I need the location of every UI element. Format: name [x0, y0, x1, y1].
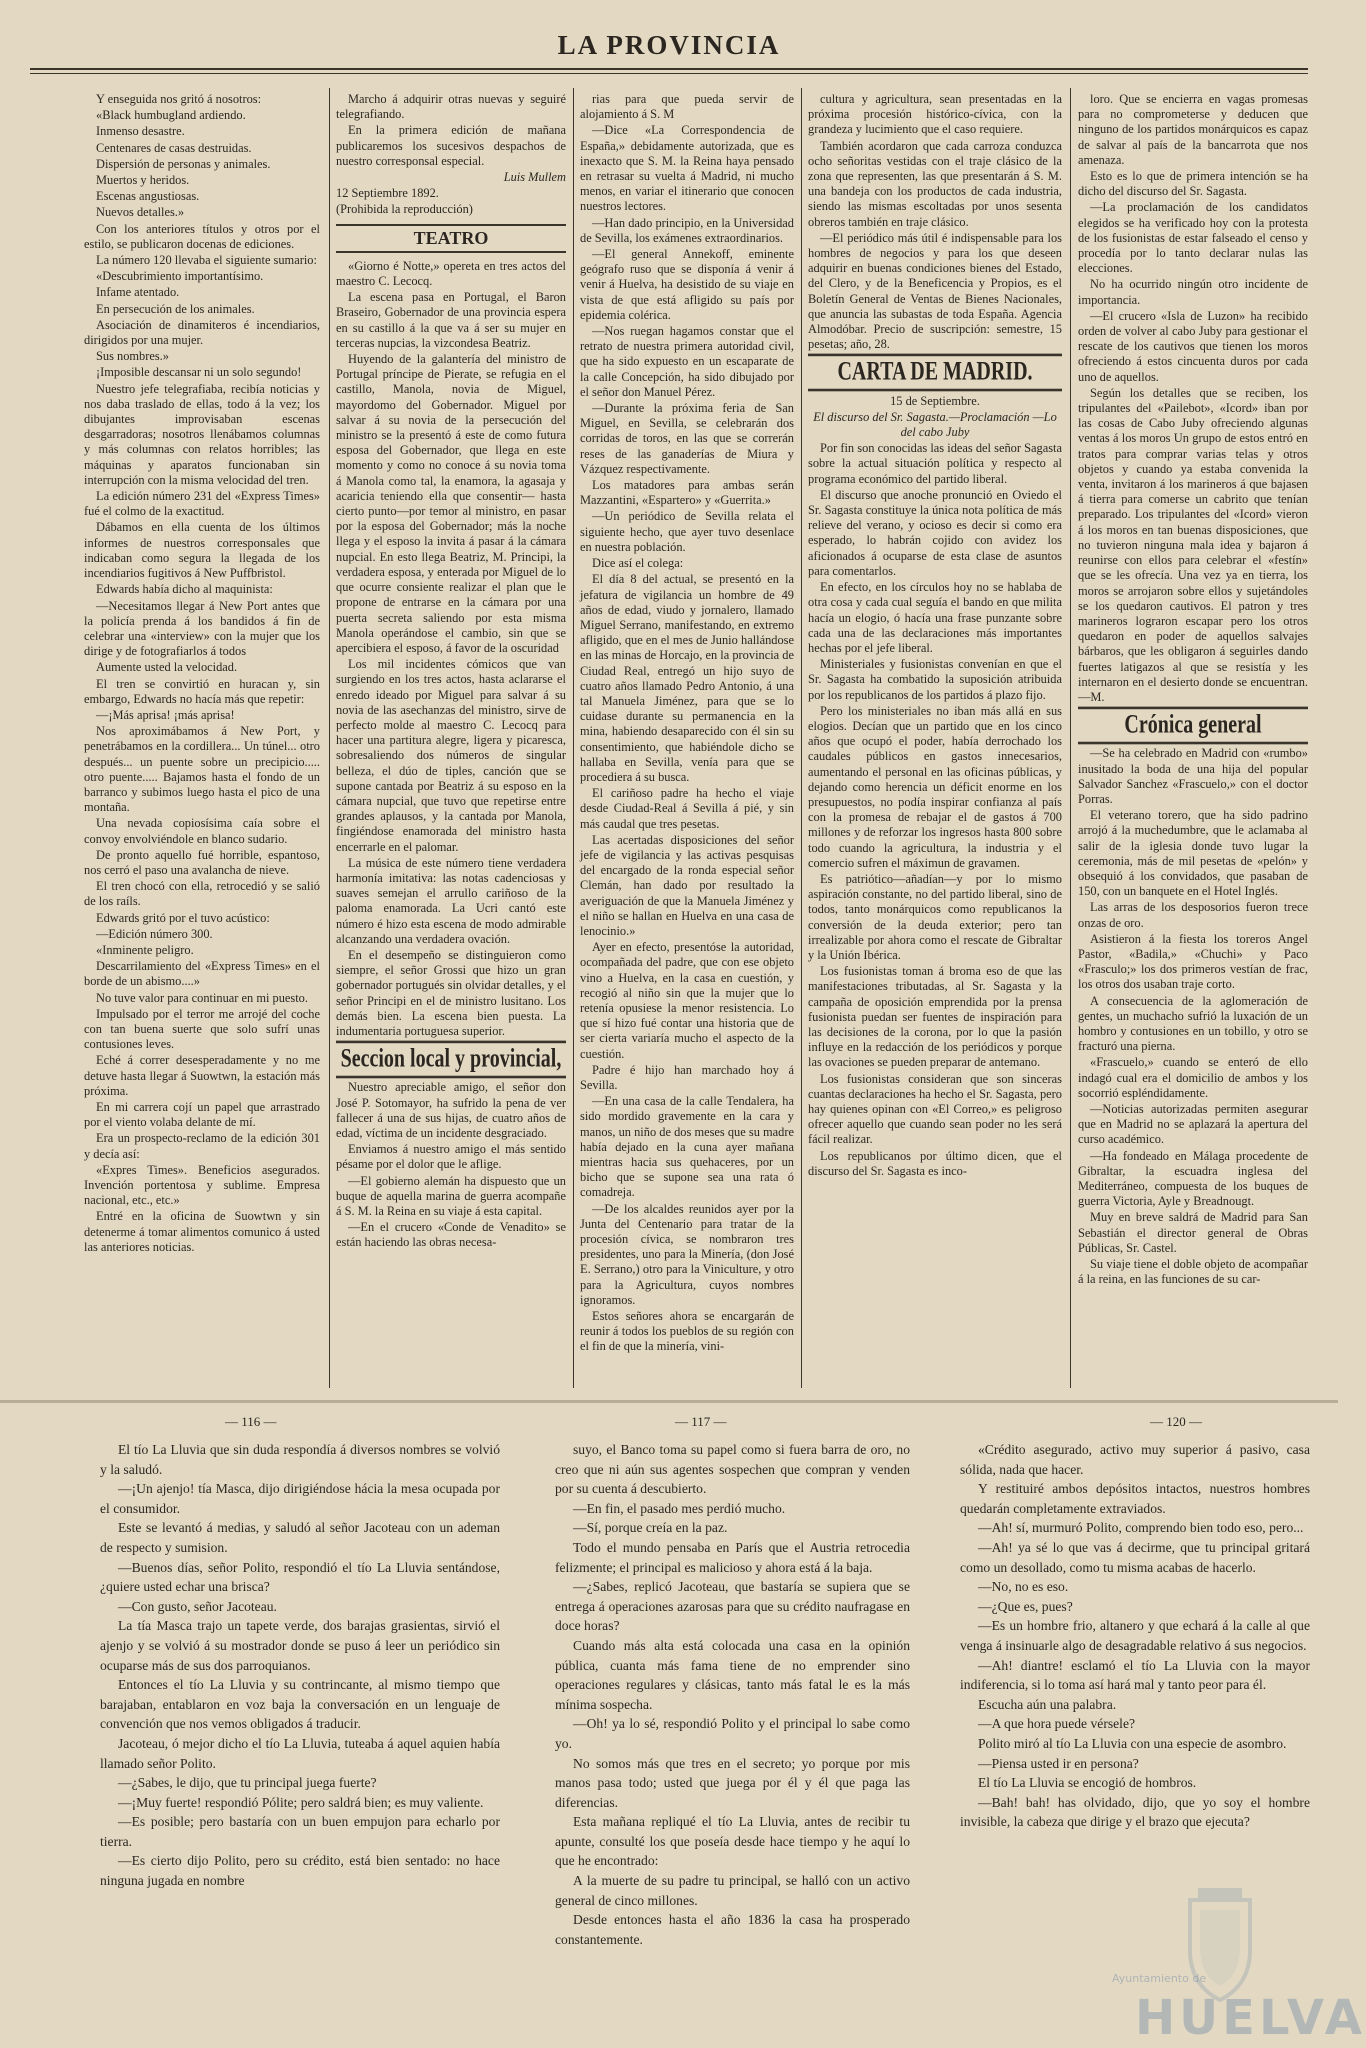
paragraph: rias para que pueda servir de alojamiento á S. M: [580, 92, 794, 122]
paragraph: Según los detalles que se reciben, los tripulantes del «Pailebot», «Icord» iban por las cosas de Cabo Juby ofreciendo algunas ventas á los moros Un grupo de estos entró en tratos para comprar varias telas y otros objetos y cuando ya estaba convenida la venta, invitaron á los marineros á que bajasen á tierra para comerse un cabrito que tenían preparado. Los tripulantes del «Icord» vieron á los moros en tan buenas disposiciones, que no tuvieron ninguna mala idea y bajaron á reunirse con ellos para celebrar el «festín» que se les ofrecía. Una vez ya en tierra, los moros se arrojaron sobre ellos y sujetándoles se los quedaron cautivos. El patron y tres marineros lograron escapar pero los otros quedaron en poder de aquellos salvajes bárbaros, que les obligaron á seguirles dando fuertes latigazos al que se resistía y les internaron en el desierto donde se encuentran.—M.: [1078, 385, 1308, 704]
paragraph: —¿Sabes, replicó Jacoteau, que bastaría se supiera que se entrega á operaciones azarosas para que su crédito naufragase en doce horas?: [555, 1579, 910, 1634]
paragraph: Estos señores ahora se encargarán de reunir á todos los pueblos de su región con el fin de que la minería, vini-: [580, 1309, 794, 1354]
watermark-name: HUELVA: [1135, 1990, 1366, 2046]
paragraph: —No, no es eso.: [978, 1579, 1069, 1595]
paragraph: —El periódico más útil é indispensable para los hombres de negocios y para los que deseen adquirir en buenas condiciones bienes del Estado, del Clero, y de la Beneficencia y Propios, es el Boletín General de Ventas de Bienes Nacionales, que anuncia las subastas de toda España. Agencia Almodóbar. Precio de suscripción: semestre, 15 pesetas; año, 28.: [808, 230, 1062, 352]
masthead: LA PROVINCIA: [557, 30, 781, 60]
paragraph: «Expres Times». Beneficios asegurados. Invención portentosa y sublime. Empresa nacional, etc., etc.»: [84, 1162, 320, 1208]
paragraph: Esta mañana repliqué el tío La Lluvia, antes de recibir tu apunte, consulté los que poseía desde hace tiempo y he aquí lo que he encontrado:: [555, 1814, 910, 1869]
paragraph: —Piensa usted ir en persona?: [978, 1755, 1139, 1771]
paragraph: Asociación de dinamiteros é incendiarios, dirigidos por una mujer.: [84, 317, 320, 348]
paragraph: Escucha aún una palabra.: [978, 1696, 1117, 1712]
masthead-rule: [30, 68, 1308, 70]
folletin-column-1: [100, 1440, 500, 2020]
paragraph: En persecución de los animales.: [96, 301, 255, 316]
paragraph: Los fusionistas toman á broma eso de que las manifestaciones tributadas, al Sr. Sagasta y la campaña de oposición emprendida por la prensa fusionista puedan ser fuentes de inspiración para las decisiones de la corona, por lo que la pasión influye en la redacción de los periódicos y porque las ovaciones se pueden preparar de antemano.: [808, 964, 1062, 1070]
paragraph: Impulsado por el terror me arrojé del coche con tan buena suerte que solo sufrí unas contusiones leves.: [84, 1006, 320, 1052]
paragraph: Entonces el tío La Lluvia y su contrincante, al mismo tiempo que barajaban, entablaron en voz baja la conversación en un lenguaje de convención que nos vemos obligados á traducir.: [100, 1677, 500, 1732]
paragraph: Las acertadas disposiciones del señor jefe de vigilancia y las activas pesquisas del encargado de la ronda especial señor Clemán, han dado por resultado la averiguación de que la Manuela Jiménez y el niño se hallan en Huelva en una casa de lenocinio.»: [580, 832, 794, 938]
paragraph: El veterano torero, que ha sido padrino arrojó á la muchedumbre, que le aclamaba al salir de la iglesia donde tuvo lugar la ceremonia, más de mil pesetas de «pelón» y obsequió á los convidados, que pasaban de 150, con un banquete en el Hotel Inglés.: [1078, 808, 1308, 899]
paragraph: Con los anteriores títulos y otros por el estilo, se publicaron docenas de ediciones.: [84, 221, 320, 251]
paragraph: En el desempeño se distinguieron como siempre, el señor Grossi que hizo un gran gobernador portugués sin olvidar detalles, y el señor Principi en el de ministro lusitano. Los demás bien. La escena bien puesta. La indumentaria portuguesa superior.: [336, 947, 566, 1038]
paragraph: —En el crucero «Conde de Venadito» se están haciendo las obras necesa-: [336, 1220, 566, 1250]
paragraph: Aumente usted la velocidad.: [96, 660, 238, 675]
paragraph: —Dice «La Correspondencia de España,» debidamente autorizada, que es inexacto que S. M. la Reina haya pensado en retrasar su vuelta á Madrid, ni mucho menos, en variar el itinerario que conocen nuestros lectores.: [580, 123, 794, 214]
paragraph: Eché á correr desesperadamente y no me detuve hasta llegar á Suowtwn, la estación más próxima.: [84, 1053, 320, 1098]
page-number: — 120 —: [1150, 1414, 1202, 1429]
paragraph: Nos aproximábamos á New Port, y penetrábamos en la cordillera... Un túnel... otro después... un puente sobre un precipicio..... otro puente..... Bajamos hasta el fondo de un barranco y subimos luego hasta el pico de una montaña.: [84, 724, 320, 815]
column-5: [1078, 92, 1308, 1387]
paragraph: —A que hora puede vérsele?: [978, 1716, 1136, 1732]
paragraph: Huyendo de la galantería del ministro de Portugal príncipe de Pierate, se refugia en el castillo, Manola, novia de Miguel, mayordomo del Gobernador. Miguel por salvar á su novia de la persecución del ministro se la presentó á este de como futura esposa del Gobernador, que llega en este momento y como no conoce á su novia toma á Manola como tal, la enamora, la agasaja y acaricia teniendo ella que consentir— hasta cierto punto—por temor al ministro, en pasar por la esposa del Gobernador; más la noche llega y el esposo la invita á pasar á la cámara nupcial. En esto llega Beatriz, M. Principi, la verdadera esposa, y enterada por Miguel de lo que ocurre consiente realizar el plan que le propone de entrarse en la cámara por una puerta secreta saliendo por esta misma Manola operándose el cambio, sin que se apercibiera el esposo, á favor de la oscuridad: [336, 352, 566, 655]
paragraph: —¿Sabes, le dijo, que tu principal juega fuerte?: [118, 1775, 377, 1791]
paragraph: En mi carrera cojí un papel que arrastrado por el viento volaba delante de mí.: [84, 1100, 320, 1130]
paragraph: Por fin son conocidas las ideas del señor Sagasta sobre la actual situación política y respecto al programa económico del partido liberal.: [808, 441, 1062, 486]
paragraph: —El crucero «Isla de Luzon» ha recibido orden de volver al cabo Juby para gestionar el rescate de los cautivos que tienen los moros ofreciendo á estos cincuenta duros por cada uno de aquellos.: [1078, 308, 1308, 384]
paragraph: loro. Que se encierra en vagas promesas para no comprometerse y deducen que ninguno de los partidos monárquicos es capaz de salvar al país de la bancarrota que nos amenaza.: [1078, 92, 1308, 167]
paragraph: Es patriótico—añadían—y por lo mismo aspiración constante, no del partido liberal, sino de todos, tanto monárquicos como republicanos la conversión de la deuda exterior; pero tan irrealizable por ahora como el rescate de Gibraltar y la Unión Ibérica.: [808, 871, 1062, 962]
section-heading-local: Seccion local y provincial,: [336, 1041, 566, 1079]
paragraph: No somos más que tres en el secreto; yo porque por mis manos pasa todo; usted que juega por él y él que paga las diferencias.: [555, 1755, 910, 1810]
paragraph: —Nos ruegan hagamos constar que el retrato de nuestra primera autoridad civil, que ha sido expuesto en un escaparate de la calle Concepción, ha sido dibujado por el señor don Manuel Pérez.: [580, 324, 794, 399]
section-heading-cronica-general: Crónica general: [1078, 707, 1308, 745]
paragraph: No ha ocurrido ningún otro incidente de importancia.: [1078, 277, 1308, 307]
paragraph: Asistieron á la fiesta los toreros Angel Pastor, «Badila,» «Chuchi» y Paco «Frasculo;» los dos primeros vestían de frac, los otros dos usaban traje corto.: [1078, 931, 1308, 992]
paragraph: «Black humbugland ardiendo.: [96, 108, 246, 123]
paragraph: Los fusionistas consideran que son sinceras cuantas declaraciones ha hecho el Sr. Sagasta, pero hay quienes opinan con «El Correo,» es peligroso ofrecer aquello que cuando sean poder no les será fácil realizar.: [808, 1071, 1062, 1147]
paragraph: —En fin, el pasado mes perdió mucho.: [573, 1500, 786, 1516]
paragraph: —Con gusto, señor Jacoteau.: [118, 1598, 277, 1614]
paragraph: —Ha fondeado en Málaga procedente de Gibraltar, la escuadra inglesa del Mediterráneo, compuesta de los buques de guerra Victoria, Ayle y Breadnougt.: [1078, 1148, 1308, 1209]
paragraph: Cuando más alta está colocada una casa en la opinión pública, cuanta más fama tiene de no emprender sino operaciones regulares y clásicas, tanto más fatal le es la más mínima sospecha.: [555, 1637, 910, 1712]
paragraph: Era un prospecto-reclamo de la edición 301 y decía así:: [84, 1131, 320, 1161]
paragraph: «Frascuelo,» cuando se enteró de ello indagó cual era el domicilio de ambos y los socorrió espléndidamente.: [1078, 1055, 1308, 1100]
paragraph: Escenas angustiosas.: [96, 189, 200, 204]
folletin-column-2: [555, 1440, 910, 2020]
paragraph: —Ah! ya sé lo que vas á decirme, que tu principal gritará como un desollado, como tu misma acabas de hacerlo.: [960, 1539, 1310, 1575]
paragraph: cultura y agricultura, sean presentadas en la próxima procesión histórico-cívica, con la grandeza y lucimiento que el caso requiere.: [808, 92, 1062, 137]
paragraph: Ministeriales y fusionistas convenían en que el Sr. Sagasta ha combatido la suposición atribuida por los republicanos de los partidos á plazo fijo.: [808, 657, 1062, 702]
paragraph: La número 120 llevaba el siguiente sumario:: [96, 253, 317, 268]
paragraph: Polito miró al tío La Lluvia con una especie de asombro.: [978, 1735, 1287, 1751]
paragraph: —¿Que es, pues?: [978, 1598, 1073, 1614]
paragraph: —La proclamación de los candidatos elegidos se ha verificado hoy con la protesta de los fusionistas de estar falseado el censo y procedía por lo tanto declarar nulas las elecciones.: [1078, 200, 1308, 276]
paragraph: La escena pasa en Portugal, el Baron Braseiro, Gobernador de una provincia espera en su castillo á la que va á ser su mujer en terceras nupcias, la vizcondesa Beatriz.: [336, 290, 566, 350]
column-1: [84, 92, 320, 1387]
paragraph: El día 8 del actual, se presentó en la jefatura de vigilancia un hombre de 49 años de edad, viudo y jornalero, llamado Miguel Serrano, manifestando, en extremo afligido, que en el mes de Junio hallándose en las minas de Horcajo, en la provincia de Ciudad Real, entregó un hijo suyo de cuatro años llamado Pedro Antonio, á una tal Manuela Jiménez, para que se lo cuidase durante su permanencia en la mina, habiendo desaparecido con él sin su consentimiento, que habiéndole dicho se hallaba en Sevilla, venía para que se procediera á su busca.: [580, 572, 794, 784]
paragraph: Muertos y heridos.: [96, 173, 190, 188]
paragraph: El tren chocó con ella, retrocedió y se salió de los raíls.: [84, 879, 320, 909]
dateline: 12 Septiembre 1892.: [336, 186, 439, 201]
paragraph: Todo el mundo pensaba en París que el Austria retrocedia felizmente; el principal es malicioso y ahora está á la baja.: [555, 1539, 910, 1575]
column-3: [580, 92, 794, 1387]
paragraph: El discurso que anoche pronunció en Oviedo el Sr. Sagasta constituye la única nota política de más relieve del verano, y ocioso es decir si como era esperado, lo habrán cojido con avidez los aficionados á ocuparse de esta clase de asuntos para comentarlos.: [808, 487, 1062, 578]
section-heading-carta-de-madrid: CARTA DE MADRID.: [808, 354, 1062, 392]
paragraph: Descarrilamiento del «Express Times» en el borde de un abismo....»: [84, 959, 320, 989]
paragraph: —Es cierto dijo Polito, pero su crédito, está bien sentado: no hace ninguna jugada en nombre: [100, 1853, 500, 1889]
paragraph: —El general Annekoff, eminente geógrafo ruso que se disponía á venir á venir á Huelva, ha desistido de su viaje en vista de que está afligido su país por epidemia colérica.: [580, 247, 794, 322]
column-rule: [801, 88, 802, 1388]
paragraph: Este se levantó á medias, y saludó al señor Jacoteau con un ademan de respecto y sumision.: [100, 1520, 500, 1555]
paragraph: El cariñoso padre ha hecho el viaje desde Ciudad-Real á Sevilla á pié, y sin más caudal que tres pesetas.: [580, 786, 794, 831]
paragraph: «Giorno é Notte,» opereta en tres actos del maestro C. Lecocq.: [336, 258, 566, 289]
paragraph: Infame atentado.: [96, 285, 180, 300]
paragraph: El tío La Lluvia se encogió de hombros.: [978, 1775, 1197, 1791]
paragraph: De pronto aquello fué horrible, espantoso, nos cerró el paso una avalancha de nieve.: [84, 847, 320, 877]
paragraph: Esto es lo que de primera intención se ha dicho del discurso del Sr. Sagasta.: [1078, 169, 1308, 199]
paragraph: Edwards había dicho al maquinista:: [96, 582, 273, 597]
page-number: — 117 —: [675, 1414, 727, 1429]
paragraph: Nuestro apreciable amigo, el señor don José P. Sotomayor, ha sufrido la pena de ver fallecer á una de sus hijas, de cuatro años de edad, víctima de un incidente desgraciado.: [336, 1080, 566, 1140]
column-2: [336, 92, 566, 1387]
paragraph: En la primera edición de mañana publicaremos los sucesivos despachos de nuestro corresponsal especial.: [336, 123, 566, 168]
masthead-rule-thin: [30, 73, 1308, 74]
summary-line: El discurso del Sr. Sagasta.—Proclamación —Lo del cabo Juby: [813, 409, 1057, 440]
paragraph: —Oh! ya lo sé, respondió Polito y el principal lo sabe como yo.: [555, 1716, 910, 1751]
paragraph: Centenares de casas destruidas.: [96, 140, 252, 155]
paragraph: «Descubrimiento importantísimo.: [96, 269, 264, 284]
paragraph: —Es posible; pero bastaría con un buen empujon para echarlo por tierra.: [100, 1814, 500, 1849]
paragraph: Padre é hijo han marchado hoy á Sevilla.: [580, 1062, 794, 1092]
author-signature: Luis Mullem: [503, 170, 566, 185]
paragraph: La tía Masca trajo un tapete verde, dos barajas grasientas, sirvió el ajenjo y se volvió á su mostrador donde se puso á leer un periódico sin ocuparse más de sus dos parroquianos.: [100, 1618, 500, 1673]
paragraph: —Han dado principio, en la Universidad de Sevilla, los exámenes extraordinarios.: [580, 215, 794, 245]
paragraph: A consecuencia de la aglomeración de gentes, un muchacho sufrió la luxación de un hombro y contusiones en un tobillo, y otro se fracturó una pierna.: [1078, 993, 1308, 1054]
column-rule: [329, 88, 330, 1388]
paragraph: «Crédito asegurado, activo muy superior á pasivo, casa sólida, nada que hacer.: [960, 1442, 1310, 1477]
column-rule: [573, 88, 574, 1388]
paragraph: Enviamos á nuestro amigo el más sentido pésame por el dolor que le aflige.: [336, 1142, 566, 1172]
paragraph: El tío La Lluvia que sin duda respondía á diversos nombres se volvió y la saludó.: [100, 1442, 500, 1477]
paragraph: Dice así el colega:: [592, 556, 684, 571]
paragraph: —Durante la próxima feria de San Miguel, en Sevilla, se celebrarán dos corridas de toros, en las que se correrán reses de las ganaderías de Miura y Vázquez respectivamente.: [580, 401, 794, 476]
column-rule: [1070, 88, 1071, 1388]
paragraph: No tuve valor para continuar en mi puesto.: [96, 990, 308, 1005]
paragraph: Marcho á adquirir otras nuevas y seguiré telegrafiando.: [336, 92, 566, 122]
paragraph: —Bah! bah! has olvidado, dijo, que yo soy el hombre invisible, la cabeza que dirige y el brazo que ejecuta?: [960, 1794, 1310, 1830]
paragraph: También acordaron que cada carroza conduzca ocho señoritas vestidas con el traje clásico de la zona que representen, las que presentarán á S. M. una bandeja con los productos de cada industria, siendo las mismas escoltadas por unos sesenta obreros también en traje clásico.: [808, 138, 1062, 229]
paragraph: En efecto, en los círculos hoy no se hablaba de otra cosa y cada cual seguía el bando en que milita hacía un elogio, ó hacía una frase punzante sobre cada una de las declaraciones más importantes hechas por el jefe liberal.: [808, 580, 1062, 655]
paragraph: ¡Imposible descansar ni un solo segundo!: [96, 365, 302, 380]
paragraph: suyo, el Banco toma su papel como si fuera barra de oro, no creo que ni aún sus agentes sospechen que compran y venden por su cuenta á descubierto.: [555, 1442, 910, 1497]
paragraph: Inmenso desastre.: [96, 124, 185, 139]
paragraph: —Se ha celebrado en Madrid con «rumbo» inusitado la boda de una hija del popular Salvador Sanchez «Frascuelo,» con el doctor Porras.: [1078, 746, 1308, 806]
paragraph: Y enseguida nos gritó á nosotros:: [96, 92, 262, 106]
paragraph: Nuevos detalles.»: [96, 205, 185, 220]
paragraph: El tren se convirtió en huracan y, sin embargo, Edwards no hacía más que repetir:: [84, 676, 320, 706]
paragraph: Pero los ministeriales no iban más allá en sus elogios. Decían que un partido que en los cinco años que ocupó el poder, había derrochado los caudales públicos en gastos innecesarios, aumentando el personal en las oficinas públicas, y dejando como herencia un déficit enorme en los presupuestos, no podía inspirar confianza al país con la promesa de rebajar el de gastos á 700 millones y de reforzar los ingresos hasta 800 sobre todo cuando la agricultura, la industria y el comercio sufren el máximun de gravamen.: [808, 703, 1062, 870]
page-number: — 116 —: [225, 1414, 277, 1429]
paragraph: Las arras de los desposorios fueron trece onzas de oro.: [1078, 900, 1308, 930]
paragraph: Sus nombres.»: [96, 349, 169, 364]
dateline: 15 de Septiembre.: [890, 393, 980, 408]
paragraph: Su viaje tiene el doble objeto de acompañar á la reina, en las funciones de su car-: [1078, 1257, 1308, 1287]
column-4: [808, 92, 1062, 1387]
paragraph: Ayer en efecto, presentóse la autoridad, ocompañada del padre, que con ese objeto vino a Huelva, en la casa en cuestión, y recogió al niño sin que la mujer que lo retenía opusiese la menor resistencia. Lo que sí hizo fué contar una historia que de ser cierta variaría mucho el aspecto de la cuestión.: [580, 940, 794, 1061]
paragraph: —Necesitamos llegar á New Port antes que la policía prenda á los bandidos á fin de celebrar una «interview» con la mujer que los dirige y de fotografiarlos á todos: [84, 598, 320, 659]
watermark-line: Ayuntamiento de: [1112, 1972, 1207, 1985]
paragraph: —El gobierno alemán ha dispuesto que un buque de aquella marina de guerra acompañe á S. M. la Reina en su viaje á esta capital.: [336, 1173, 566, 1219]
paragraph: —Noticias autorizadas permiten asegurar que en Madrid no se aplazará la apertura del curso académico.: [1078, 1102, 1308, 1147]
paragraph: A la muerte de su padre tu principal, se halló con un activo general de cinco millones.: [555, 1873, 910, 1908]
paragraph: La música de este número tiene verdadera harmonía imitativa: las notas cadenciosas y suaves semejan el arrullo cariñoso de la paloma enamorada. La Ucri cantó este número é hizo esta escena de modo admirable alcanzando una verdadera ovación.: [336, 855, 566, 946]
paragraph: «Inminente peligro.: [96, 942, 194, 957]
paragraph: Los republicanos por último dicen, que el discurso del Sr. Sagasta es inco-: [808, 1148, 1062, 1178]
paragraph: Muy en breve saldrá de Madrid para San Sebastián el director general de Obras Públicas, Sr. Castel.: [1078, 1210, 1308, 1255]
paragraph: Y restituiré ambos depósitos intactos, nuestros hombres quedarán completamente extraviados.: [960, 1481, 1310, 1516]
paragraph: —¡Un ajenjo! tía Masca, dijo dirigiéndose hácia la mesa ocupada por el consumidor.: [100, 1481, 500, 1516]
paragraph: —¡Más aprisa! ¡más aprisa!: [96, 707, 235, 722]
paragraph: —Ah! diantre! esclamó el tío La Lluvia con la mayor indiferencia, si lo toma así hará mal y tanto peor para él.: [960, 1657, 1310, 1693]
paragraph: Dábamos en ella cuenta de los últimos informes de nuestros corresponsales que indicaban como segura la llegada de los incendiarios fugitivos á New Puffbristol.: [84, 520, 320, 581]
paragraph: Nuestro jefe telegrafiaba, recibía noticias y nos daba traslado de ellas, todo á la vez; los dibujantes improvisaban escenas desgarradoras; nosotros llenábamos columnas y más columnas con relatos horribles; las máquinas y aparatos funcionaban sin interrupción con la misma velocidad del tren.: [84, 381, 320, 487]
page-fold-divider: [0, 1400, 1338, 1403]
paragraph: Los mil incidentes cómicos que van surgiendo en los tres actos, hasta aclararse el enredo ideado por Miguel para salvar á su novia de las asechanzas del ministro, sirve de perfecto molde al maestro C. Lecocq para hacer una partitura alegre, ligera y picaresca, sobresaliendo dos números de singular belleza, el dúo de tiples, canción que se supone cantada por Beatriz á su esposo en la cámara nupcial, que tuvo que repetirse entre grandes aplausos, y la cantada por Manola, fingiéndose enamorada del ministro hasta encerrarle en el palomar.: [336, 657, 566, 854]
paragraph: —Ah! sí, murmuró Polito, comprendo bien todo eso, pero...: [978, 1520, 1304, 1536]
paragraph: La edición número 231 del «Express Times» fué el colmo de la exactitud.: [84, 489, 320, 519]
paragraph: —Un periódico de Sevilla relata el siguiente hecho, que ayer tuvo desenlace en nuestra población.: [580, 509, 794, 554]
paragraph: —¡Muy fuerte! respondió Pólite; pero saldrá bien; es muy valiente.: [118, 1794, 484, 1810]
paragraph: Dispersión de personas y animales.: [96, 156, 271, 171]
paragraph: —Edición número 300.: [96, 926, 213, 941]
paragraph: —De los alcaldes reunidos ayer por la Junta del Centenario para tratar de la procesión cívica, se nombraron tres presidentes, uno para la Minería, (don José E. Serrano,) otro para la Viniculture, y otro para la Agricultura, cuyos nombres ignoramos.: [580, 1201, 794, 1307]
section-heading-teatro: TEATRO: [336, 224, 566, 253]
paragraph: —Es un hombre frio, altanero y que echará á la calle al que venga á insinuarle algo de desagradable relativo á sus negocios.: [960, 1618, 1310, 1653]
paragraph: Una nevada copiosísima caía sobre el convoy envolviéndole en blanco sudario.: [84, 816, 320, 846]
paragraph: Entré en la oficina de Suowtwn y sin detenerme á tomar alimentos comunico á usted las anteriores noticias.: [84, 1209, 320, 1254]
paragraph: —Sí, porque creía en la paz.: [573, 1520, 728, 1536]
note: (Prohibida la reproducción): [336, 202, 473, 217]
paragraph: —Buenos días, señor Polito, respondió el tío La Lluvia sentándose, ¿quiere usted echar una brisca?: [100, 1559, 500, 1595]
paragraph: Edwards gritó por el tuvo acústico:: [96, 910, 270, 925]
paragraph: Desde entonces hasta el año 1836 la casa ha prosperado constantemente.: [555, 1912, 910, 1947]
paragraph: —En una casa de la calle Tendalera, ha sido mordido gravemente en la cara y manos, un niño de dos meses que su madre había dejado en la cuna ayer mañana mientras hacia sus quehaceres, por un bicho que se supone sea una rata ó comadreja.: [580, 1094, 794, 1200]
paragraph: Los matadores para ambas serán Mazzantini, «Espartero» y «Guerrita.»: [580, 478, 794, 508]
paragraph: Jacoteau, ó mejor dicho el tío La Lluvia, tuteaba á aquel aquien había llamado señor Polito.: [100, 1735, 500, 1771]
